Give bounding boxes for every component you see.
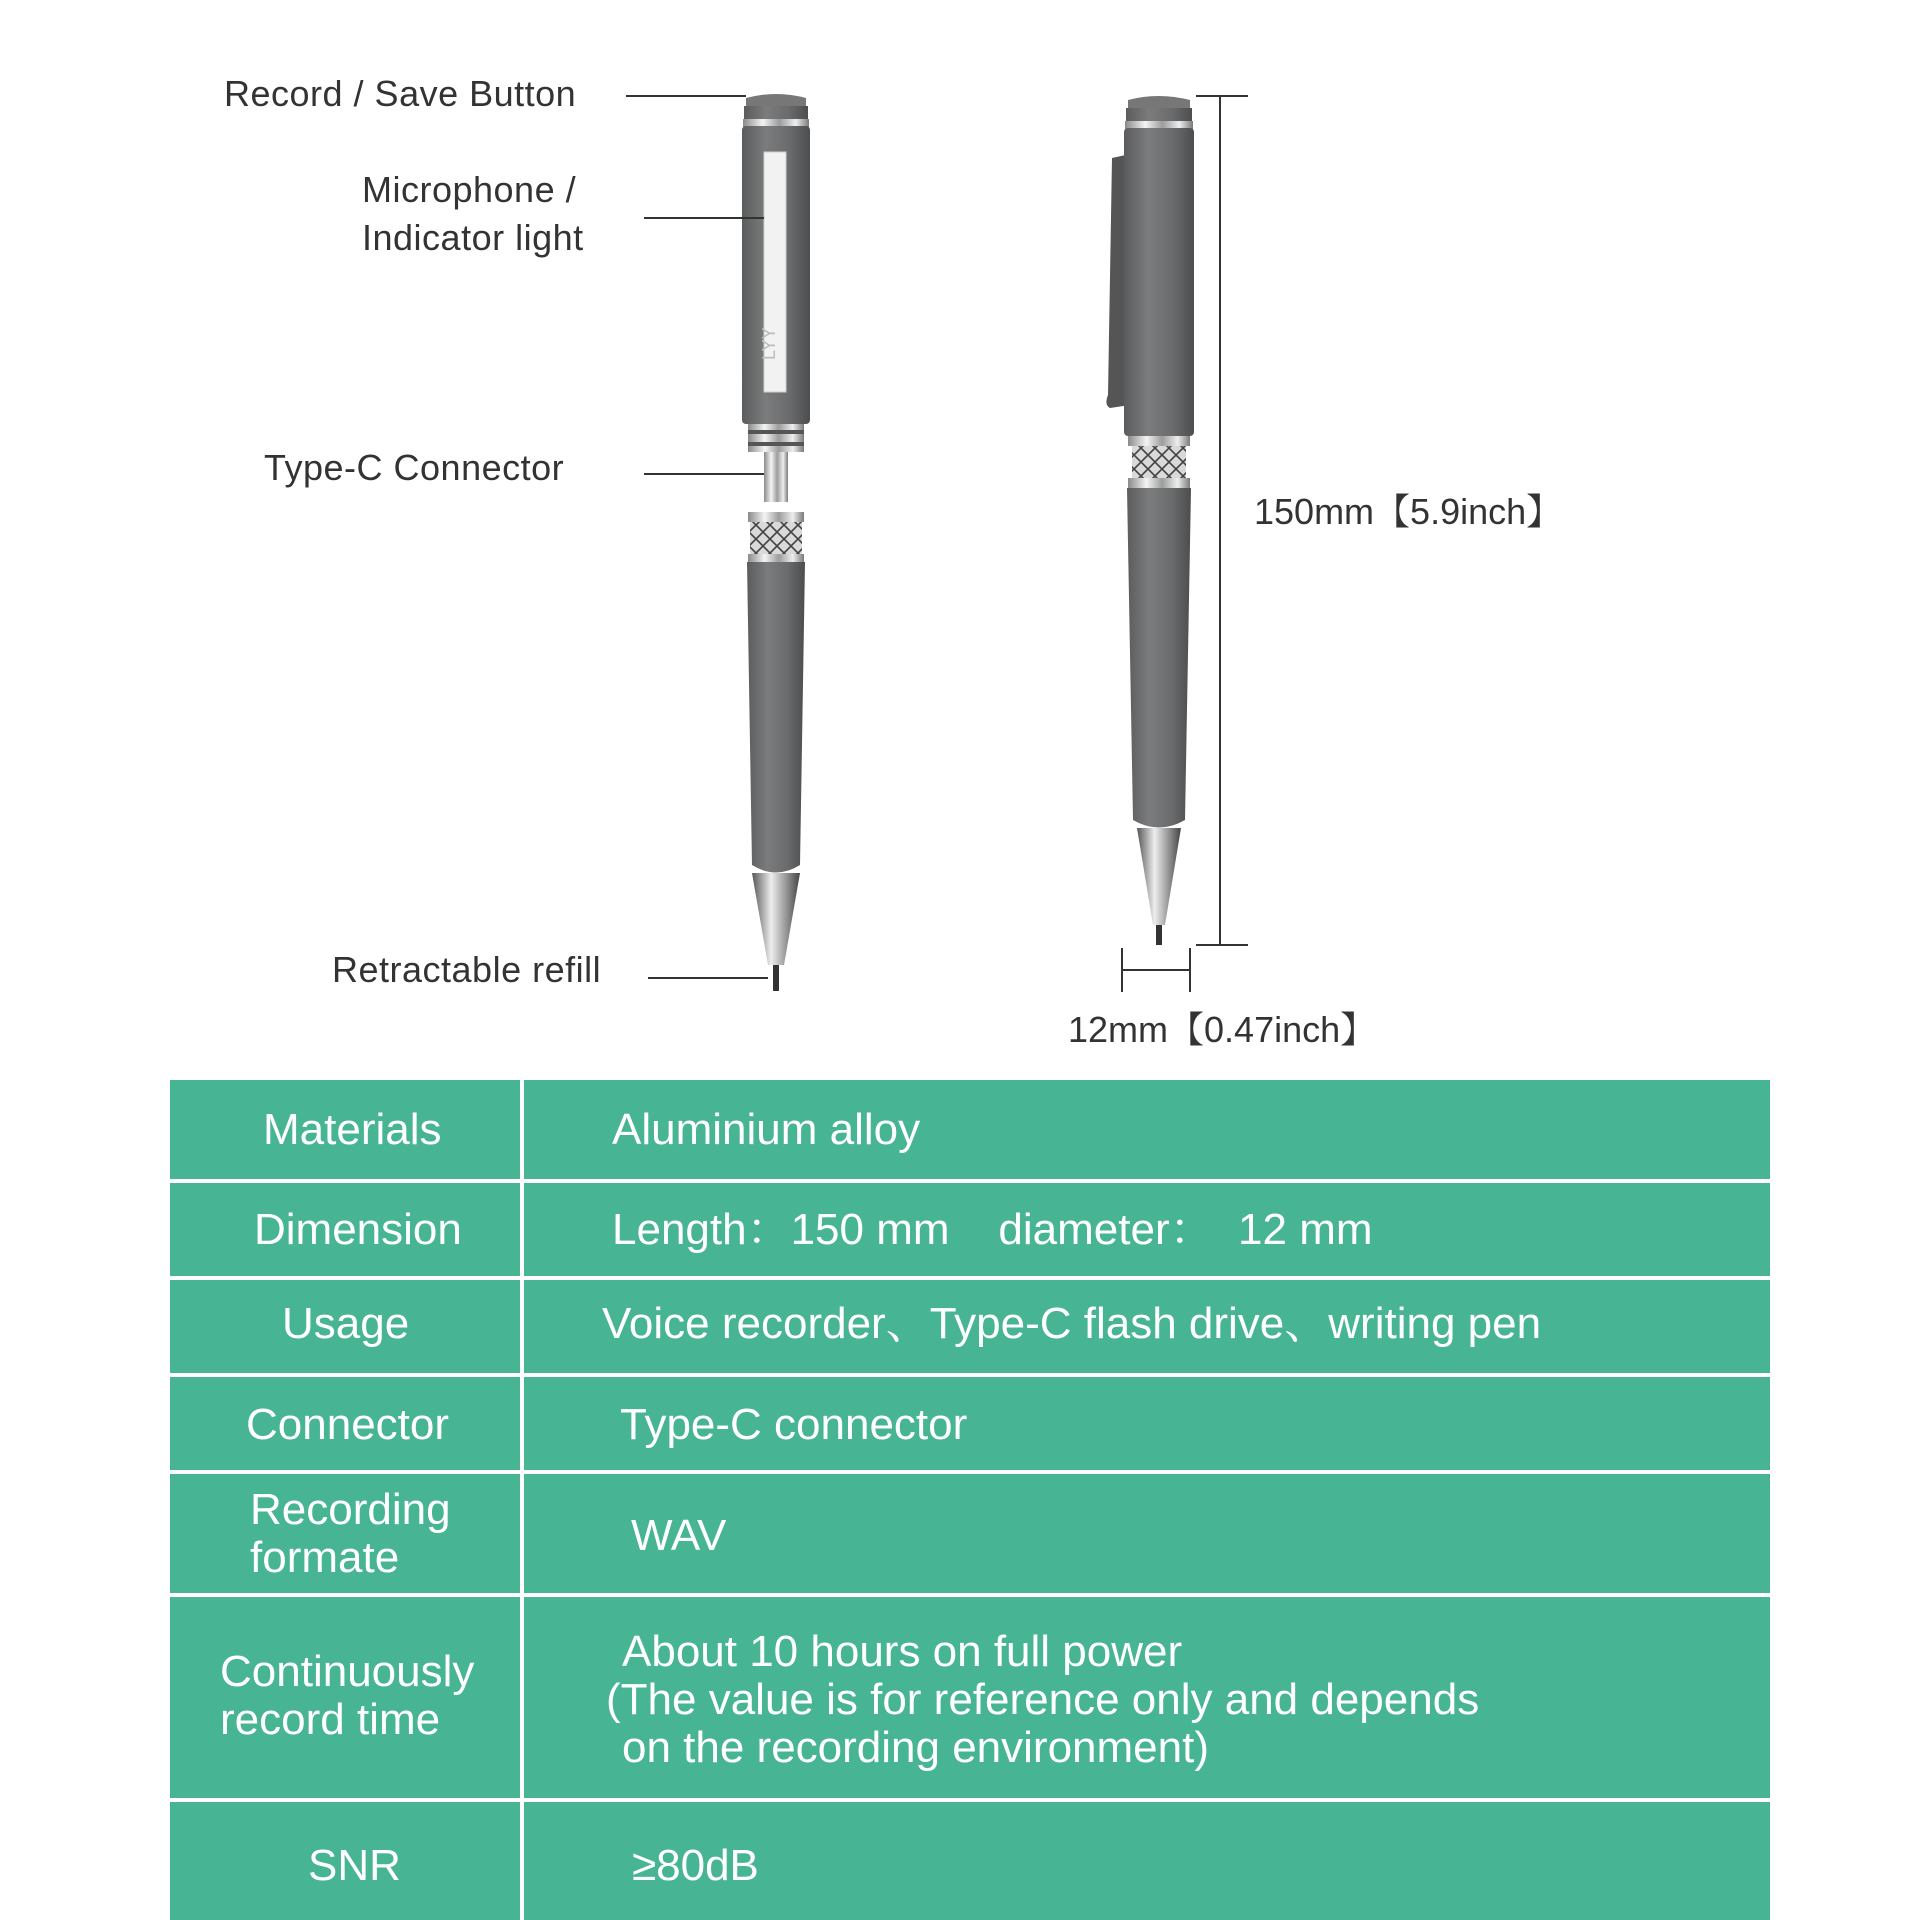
spec-value-dimension: Length：150 mm diameter： 12 mm (612, 1205, 1373, 1254)
spec-label-snr: SNR (308, 1841, 401, 1890)
row-divider (170, 1470, 1770, 1474)
spec-value-connector: Type-C connector (620, 1400, 968, 1449)
length-dimension-line (1196, 96, 1248, 945)
spec-label-continuous-record-line1: Continuously (220, 1647, 475, 1696)
row-divider (170, 1276, 1770, 1280)
spec-value-continuous-record-line1: About 10 hours on full power (622, 1627, 1183, 1676)
pen-logo: LYY (759, 327, 779, 360)
spec-value-snr: ≥80dB (632, 1841, 759, 1890)
callout-microphone: Microphone / (362, 169, 577, 210)
callout-type-c-connector: Type-C Connector (264, 447, 565, 488)
spec-label-recording-formate-line2: formate (250, 1533, 400, 1582)
row-divider (170, 1798, 1770, 1802)
spec-label-recording-formate-line1: Recording (250, 1485, 451, 1534)
spec-label-continuous-record-line2: record time (220, 1695, 441, 1744)
spec-label-connector: Connector (246, 1400, 450, 1449)
length-label: 150mm【5.9inch】 (1254, 491, 1563, 532)
column-divider (520, 1080, 524, 1920)
spec-value-materials: Aluminium alloy (612, 1105, 921, 1154)
diameter-dimension-line (1122, 948, 1190, 992)
type-c-plug (764, 452, 788, 502)
spec-label-usage: Usage (282, 1299, 410, 1348)
spec-value-recording-formate: WAV (631, 1511, 727, 1560)
callout-indicator-light: Indicator light (362, 217, 584, 258)
spec-value-continuous-record-line2: (The value is for reference only and depends (606, 1675, 1480, 1724)
row-divider (170, 1373, 1770, 1377)
left-pen (742, 94, 810, 991)
callout-retractable-refill: Retractable refill (332, 949, 602, 990)
spec-value-continuous-record-line3: on the recording environment) (622, 1723, 1209, 1772)
spec-label-materials: Materials (263, 1105, 442, 1154)
right-pen (1106, 96, 1194, 945)
callout-record-save-button: Record / Save Button (224, 73, 577, 114)
spec-value-usage: Voice recorder、Type-C flash drive、writing pen (602, 1299, 1542, 1348)
row-divider (170, 1593, 1770, 1597)
spec-table (170, 1080, 1770, 1920)
diameter-label: 12mm【0.47inch】 (1068, 1009, 1377, 1050)
row-divider (170, 1179, 1770, 1183)
spec-label-dimension: Dimension (254, 1205, 462, 1254)
